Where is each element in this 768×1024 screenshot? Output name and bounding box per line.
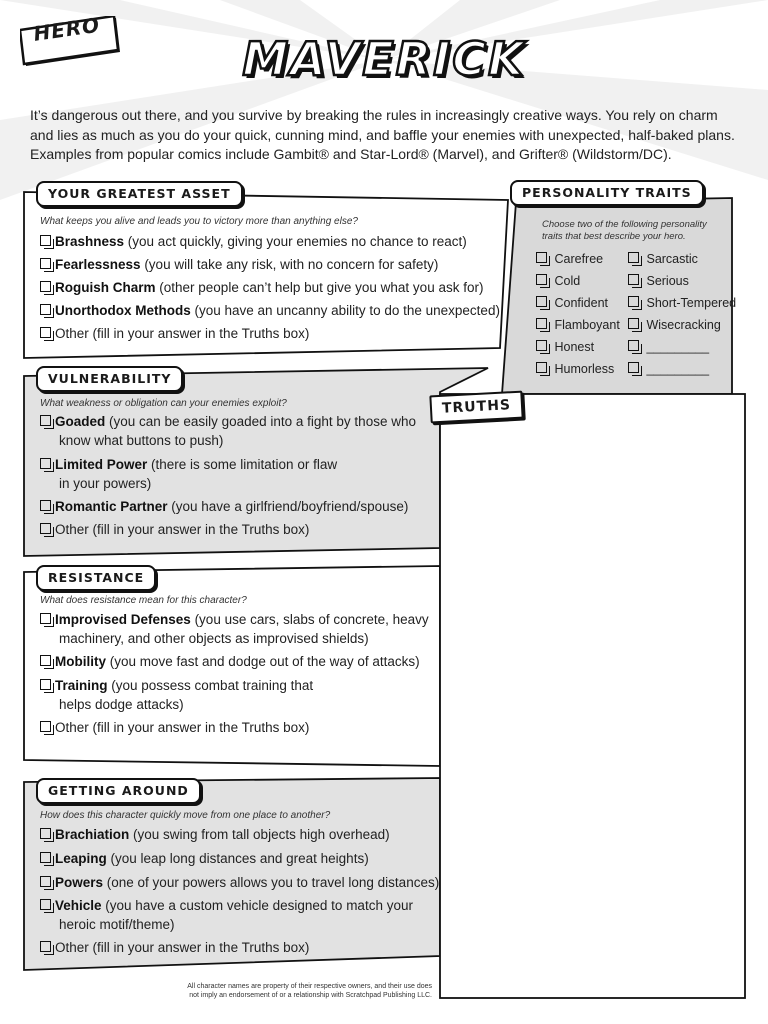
option-vehicle[interactable]: Vehicle (you have a custom vehicle designed to match your heroic motif/theme) (40, 896, 413, 934)
checkbox-icon[interactable] (40, 941, 51, 952)
checkbox-icon[interactable] (536, 296, 547, 307)
trait-short-tempered[interactable]: Short-Tempered (628, 296, 736, 310)
checkbox-icon[interactable] (40, 281, 51, 292)
checkbox-icon[interactable] (40, 899, 51, 910)
trait-carefree[interactable]: Carefree (536, 252, 603, 266)
checkbox-icon[interactable] (628, 252, 639, 263)
checkbox-icon[interactable] (536, 318, 547, 329)
option-romantic-partner[interactable]: Romantic Partner (you have a girlfriend/boyfriend/spouse) (40, 497, 408, 516)
option-training[interactable]: Training (you possess combat training that helps dodge attacks) (40, 676, 313, 714)
checkbox-icon[interactable] (40, 876, 51, 887)
trait-honest[interactable]: Honest (536, 340, 594, 354)
getting-around-label: GETTING AROUND (36, 778, 201, 804)
checkbox-icon[interactable] (536, 340, 547, 351)
checkbox-icon[interactable] (40, 327, 51, 338)
checkbox-icon[interactable] (536, 362, 547, 373)
checkbox-icon[interactable] (40, 258, 51, 269)
getting-around-question: How does this character quickly move from one place to another? (40, 810, 331, 821)
trait-blank-2[interactable]: _________ (628, 362, 709, 376)
checkbox-icon[interactable] (40, 828, 51, 839)
truths-label: TRUTHS (429, 391, 523, 424)
footer-line-2: not imply an endorsement of or a relationship with Scratchpad Publishing LLC. (189, 992, 432, 999)
checkbox-icon[interactable] (40, 721, 51, 732)
hero-tag-text: HERO (32, 12, 102, 46)
footer-line-1: All character names are property of their respective owners, and their use does (187, 983, 432, 990)
trait-confident[interactable]: Confident (536, 296, 608, 310)
checkbox-icon[interactable] (40, 523, 51, 534)
checkbox-icon[interactable] (628, 318, 639, 329)
checkbox-icon[interactable] (628, 362, 639, 373)
checkbox-icon[interactable] (40, 458, 51, 469)
truths-writing-area[interactable] (446, 420, 738, 990)
option-brachiation[interactable]: Brachiation (you swing from tall objects high overhead) (40, 825, 390, 844)
checkbox-icon[interactable] (40, 679, 51, 690)
checkbox-icon[interactable] (40, 655, 51, 666)
checkbox-icon[interactable] (628, 274, 639, 285)
vulnerability-label: VULNERABILITY (36, 366, 183, 392)
checkbox-icon[interactable] (536, 252, 547, 263)
option-goaded[interactable]: Goaded (you can be easily goaded into a fight by those who know what buttons to push) (40, 412, 416, 450)
option-improvised-defenses[interactable]: Improvised Defenses (you use cars, slabs of concrete, heavy machinery, and other objects as improvised shields) (40, 610, 429, 648)
checkbox-icon[interactable] (40, 613, 51, 624)
checkbox-icon[interactable] (628, 296, 639, 307)
option-other[interactable]: Other (fill in your answer in the Truths box) (40, 938, 309, 957)
checkbox-icon[interactable] (40, 235, 51, 246)
greatest-asset-label: YOUR GREATEST ASSET (36, 181, 243, 207)
checkbox-icon[interactable] (40, 500, 51, 511)
option-other[interactable]: Other (fill in your answer in the Truths box) (40, 718, 309, 737)
page-title: MAVERICK (242, 32, 526, 86)
option-fearlessness[interactable]: Fearlessness (you will take any risk, with no concern for safety) (40, 255, 438, 274)
intro-paragraph: It’s dangerous out there, and you survive by breaking the rules in increasingly creative ways. You rely on charm and lies as much as you do your quick, cunning mind, and baffle your enemies with unexpected, half-baked plans. Examples from popular comics include Gambit® and Star-Lord® (Marvel), and Grifter® (Wildstorm/DC). (30, 107, 735, 162)
option-brashness[interactable]: Brashness (you act quickly, giving your enemies no chance to react) (40, 232, 467, 251)
personality-instruction-2: traits that best describe your hero. (542, 231, 686, 242)
checkbox-icon[interactable] (40, 304, 51, 315)
personality-instruction-1: Choose two of the following personality (542, 219, 707, 230)
trait-wisecracking[interactable]: Wisecracking (628, 318, 721, 332)
personality-traits-label: PERSONALITY TRAITS (510, 180, 704, 206)
option-powers[interactable]: Powers (one of your powers allows you to travel long distances) (40, 873, 439, 892)
checkbox-icon[interactable] (536, 274, 547, 285)
resistance-question: What does resistance mean for this character? (40, 595, 247, 606)
option-other[interactable]: Other (fill in your answer in the Truths box) (40, 520, 309, 539)
option-limited-power[interactable]: Limited Power (there is some limitation or flaw in your powers) (40, 455, 337, 493)
option-mobility[interactable]: Mobility (you move fast and dodge out of the way of attacks) (40, 652, 420, 671)
checkbox-icon[interactable] (40, 852, 51, 863)
trait-humorless[interactable]: Humorless (536, 362, 614, 376)
option-unorthodox-methods[interactable]: Unorthodox Methods (you have an uncanny ability to do the unexpected) (40, 301, 500, 320)
option-other[interactable]: Other (fill in your answer in the Truths box) (40, 324, 309, 343)
option-leaping[interactable]: Leaping (you leap long distances and great heights) (40, 849, 369, 868)
footer-disclaimer (170, 982, 432, 1000)
trait-blank-1[interactable]: _________ (628, 340, 709, 354)
checkbox-icon[interactable] (628, 340, 639, 351)
resistance-label: RESISTANCE (36, 565, 156, 591)
trait-sarcastic[interactable]: Sarcastic (628, 252, 698, 266)
greatest-asset-question: What keeps you alive and leads you to victory more than anything else? (40, 216, 358, 227)
trait-serious[interactable]: Serious (628, 274, 689, 288)
vulnerability-question: What weakness or obligation can your enemies exploit? (40, 398, 287, 409)
checkbox-icon[interactable] (40, 415, 51, 426)
option-roguish-charm[interactable]: Roguish Charm (other people can’t help but give you what you ask for) (40, 278, 483, 297)
trait-cold[interactable]: Cold (536, 274, 580, 288)
trait-flamboyant[interactable]: Flamboyant (536, 318, 620, 332)
